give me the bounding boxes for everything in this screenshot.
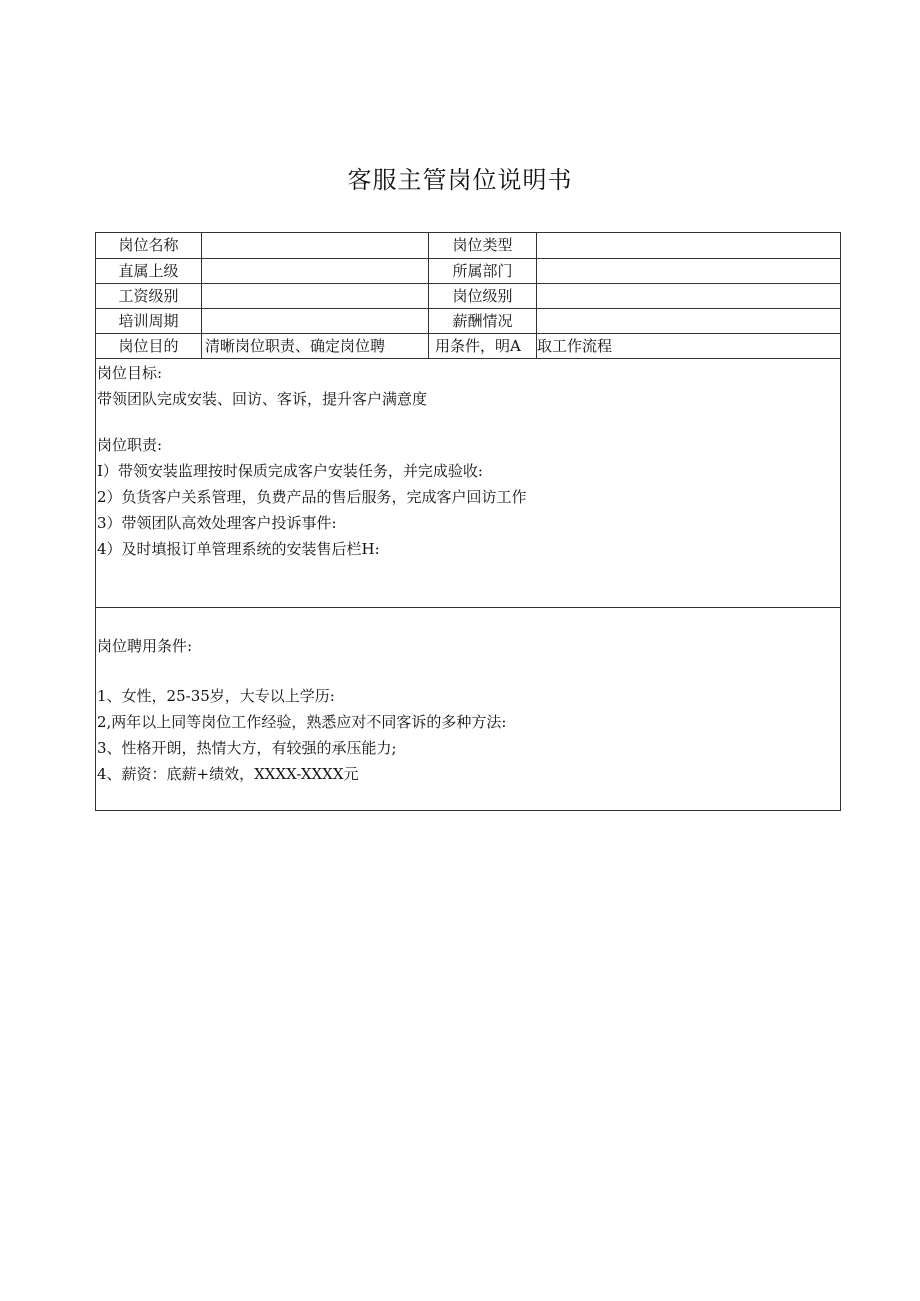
label-position-name: 岗位名称 — [96, 233, 202, 258]
label-training-period: 培训周期 — [96, 309, 202, 333]
info-row-purpose — [96, 334, 840, 359]
label-department: 所属部门 — [429, 259, 537, 283]
goals-text: 带领团队完成安装、回访、客诉，提升客户满意度 — [97, 390, 428, 408]
requirement-item-1: 1、女性，25-35岁，大专以上学历: — [97, 687, 335, 705]
info-row-salary-grade — [96, 284, 840, 309]
requirement-item-2: 2,两年以上同等岗位工作经验，熟悉应对不同客诉的多种方法: — [97, 713, 507, 731]
requirement-item-3: 3、性格开朗，热情大方，有较强的承压能力; — [97, 739, 397, 757]
info-row-training-period — [96, 309, 840, 334]
label-supervisor: 直属上级 — [96, 259, 202, 283]
label-compensation: 薪酬情况 — [429, 309, 537, 333]
value-department[interactable] — [537, 259, 840, 283]
requirement-item-4: 4、薪资：底薪+绩效，XXXX-XXXX元 — [97, 765, 359, 783]
duties-heading: 岗位职责: — [97, 436, 163, 454]
job-description-form — [95, 232, 841, 811]
section-goals-and-duties — [96, 360, 840, 562]
label-salary-grade: 工资级别 — [96, 284, 202, 308]
value-salary-grade[interactable] — [202, 284, 429, 308]
purpose-text-part2: 用条件，明A — [429, 334, 537, 358]
info-row-supervisor — [96, 259, 840, 284]
section-requirements — [96, 633, 840, 787]
goals-heading: 岗位目标: — [97, 364, 163, 382]
duty-item-1: I）带领安装监理按时保质完成客户安装任务，并完成验收: — [97, 462, 483, 480]
duty-item-2: 2）负货客户关系管理，负费产品的售后服务，完成客户回访工作 — [97, 488, 527, 506]
value-position-level[interactable] — [537, 284, 840, 308]
requirements-heading: 岗位聘用条件: — [97, 637, 193, 655]
value-position-name[interactable] — [202, 233, 429, 258]
purpose-text-part3: 取工作流程 — [537, 337, 613, 355]
value-training-period[interactable] — [202, 309, 429, 333]
value-compensation[interactable] — [537, 309, 840, 333]
document-title: 客服主管岗位说明书 — [347, 166, 573, 194]
label-position-level: 岗位级别 — [429, 284, 537, 308]
label-purpose: 岗位目的 — [96, 334, 202, 358]
value-position-type[interactable] — [537, 233, 840, 258]
duty-item-3: 3）带领团队高效处理客户投诉事件: — [97, 514, 337, 532]
purpose-text-part1: 清晰岗位职责、确定岗位聘 — [202, 334, 429, 358]
section-divider — [96, 607, 840, 608]
value-supervisor[interactable] — [202, 259, 429, 283]
duty-item-4: 4）及时填报订单管理系统的安装售后栏H: — [97, 540, 380, 558]
info-row-position-name — [96, 233, 840, 259]
label-position-type: 岗位类型 — [429, 233, 537, 258]
